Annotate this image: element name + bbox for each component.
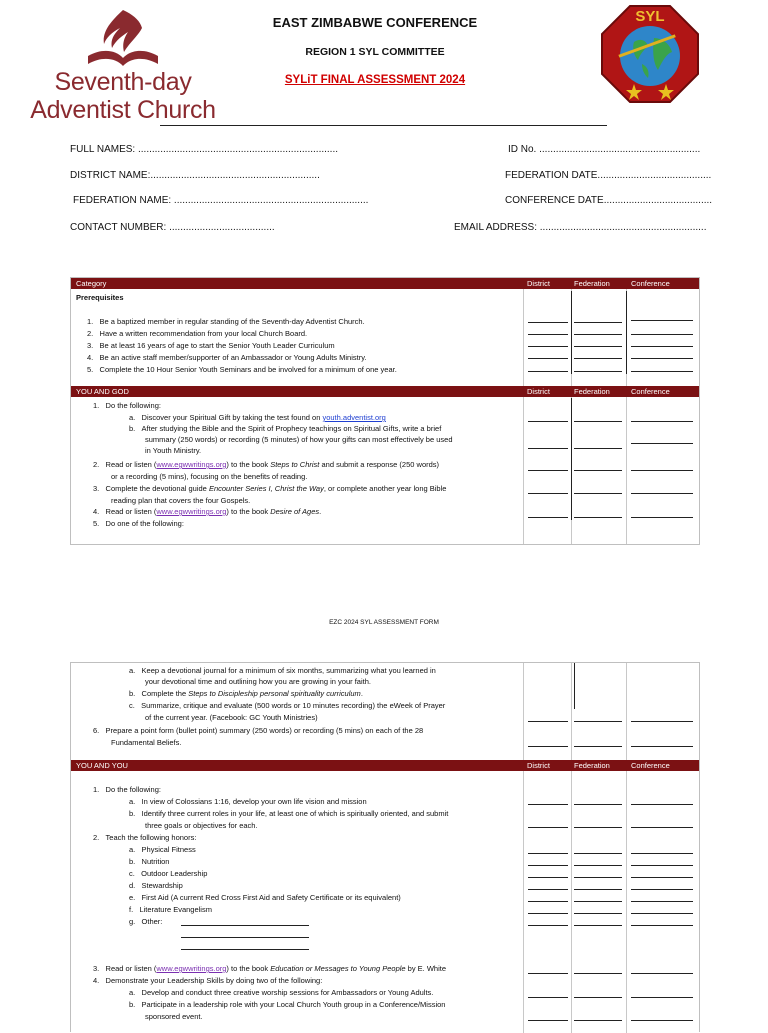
district-column-header: District: [527, 761, 550, 770]
org-name-line1: Seventh-day: [54, 68, 192, 96]
federation-signoff-line[interactable]: [574, 470, 622, 471]
district-signoff-line[interactable]: [528, 925, 568, 926]
federation-signoff-line[interactable]: [574, 973, 622, 974]
list-item: a. Keep a devotional journal for a minimum of six months, summarizing what you learned in: [129, 666, 436, 675]
federation-signoff-line[interactable]: [574, 925, 622, 926]
list-item: 2. Read or listen (www.egwwritings.org) to the book Steps to Christ and submit a response (250 words): [93, 460, 440, 469]
conference-signoff-line[interactable]: [631, 901, 693, 902]
district-signoff-line[interactable]: [528, 853, 568, 854]
assessment-table-page2: [70, 662, 700, 1032]
you-and-god-header-row: [71, 386, 699, 397]
federation-signoff-line[interactable]: [574, 334, 622, 335]
you-and-you-title: YOU AND YOU: [76, 761, 128, 770]
list-item-continued: Fundamental Beliefs.: [111, 738, 182, 747]
conference-column-header: Conference: [631, 761, 670, 770]
list-item-continued: summary (250 words) or recording (5 minutes) of how your gifts can most effectively be used: [145, 435, 453, 444]
federation-name-field[interactable]: FEDERATION NAME: ......................................................................: [73, 195, 369, 206]
district-signoff-line[interactable]: [528, 901, 568, 902]
sda-church-logo: [28, 8, 218, 124]
column-divider: [571, 663, 572, 1033]
district-signoff-line[interactable]: [528, 746, 568, 747]
conference-signoff-line[interactable]: [631, 721, 693, 722]
district-signoff-line[interactable]: [528, 827, 568, 828]
youth-adventist-link[interactable]: youth.adventist.org: [322, 413, 386, 422]
honor-item: f. Literature Evangelism: [129, 905, 212, 914]
list-item: b. Complete the Steps to Discipleship personal spirituality curriculum.: [129, 689, 363, 698]
district-column-header: District: [527, 387, 550, 396]
conference-signoff-line[interactable]: [631, 346, 693, 347]
egwwritings-link[interactable]: www.egwwritings.org: [156, 507, 227, 516]
assessment-title: SYLiT FINAL ASSESSMENT 2024: [284, 74, 466, 86]
federation-signoff-line[interactable]: [574, 901, 622, 902]
district-signoff-line[interactable]: [528, 913, 568, 914]
district-signoff-line[interactable]: [528, 322, 568, 323]
list-item-continued: three goals or objectives for each.: [145, 821, 258, 830]
list-item-continued: your devotional time and outlining how you are growing in your faith.: [145, 677, 371, 686]
conference-signoff-line[interactable]: [631, 1020, 693, 1021]
checkbox-divider: [574, 663, 575, 709]
federation-signoff-line[interactable]: [574, 865, 622, 866]
committee-subtitle: REGION 1 SYL COMMITTEE: [305, 46, 445, 58]
district-signoff-line[interactable]: [528, 358, 568, 359]
conference-signoff-line[interactable]: [631, 853, 693, 854]
badge-label: SYL: [635, 8, 665, 25]
federation-signoff-line[interactable]: [574, 853, 622, 854]
egwwritings-link[interactable]: www.egwwritings.org: [156, 964, 227, 973]
list-item: 4. Read or listen (www.egwwritings.org) to the book Desire of Ages.: [93, 507, 322, 516]
list-item: 5. Do one of the following:: [93, 519, 184, 528]
conference-signoff-line[interactable]: [631, 913, 693, 914]
honor-item: b. Nutrition: [129, 857, 170, 866]
federation-column-header: Federation: [574, 279, 610, 288]
other-honor-line[interactable]: [181, 949, 309, 950]
federation-signoff-line[interactable]: [574, 721, 622, 722]
list-item: 3. Complete the devotional guide Encounter Series I, Christ the Way, or complete another year long Bible: [93, 484, 447, 493]
you-and-you-header-row: [71, 760, 699, 771]
conference-signoff-line[interactable]: [631, 358, 693, 359]
district-signoff-line[interactable]: [528, 517, 568, 518]
federation-signoff-line[interactable]: [574, 493, 622, 494]
header-divider: [160, 125, 607, 126]
district-signoff-line[interactable]: [528, 448, 568, 449]
column-divider: [626, 663, 627, 1033]
federation-signoff-line[interactable]: [574, 889, 622, 890]
other-honor-line[interactable]: [181, 937, 309, 938]
district-signoff-line[interactable]: [528, 865, 568, 866]
conference-date-field[interactable]: CONFERENCE DATE.......................................: [505, 195, 713, 206]
list-item: 4. Demonstrate your Leadership Skills by doing two of the following:: [93, 976, 323, 985]
conference-signoff-line[interactable]: [631, 746, 693, 747]
list-item: b. Participate in a leadership role with your Local Church Youth group in a Conference/Mission: [129, 1000, 446, 1009]
conference-title: EAST ZIMBABWE CONFERENCE: [272, 15, 478, 30]
syl-badge: [600, 4, 700, 104]
federation-signoff-line[interactable]: [574, 877, 622, 878]
federation-signoff-line[interactable]: [574, 371, 622, 372]
district-signoff-line[interactable]: [528, 346, 568, 347]
page-footer: EZC 2024 SYL ASSESSMENT FORM: [329, 619, 439, 626]
conference-signoff-line[interactable]: [631, 804, 693, 805]
federation-signoff-line[interactable]: [574, 997, 622, 998]
federation-signoff-line[interactable]: [574, 421, 622, 422]
federation-signoff-line[interactable]: [574, 913, 622, 914]
id-number-field[interactable]: ID No. ..........................................................: [508, 144, 701, 155]
conference-signoff-line[interactable]: [631, 997, 693, 998]
district-signoff-line[interactable]: [528, 889, 568, 890]
assessment-table-page1: [70, 277, 700, 545]
egwwritings-link[interactable]: www.egwwritings.org: [156, 460, 227, 469]
conference-signoff-line[interactable]: [631, 827, 693, 828]
prerequisite-item: 4. Be an active staff member/supporter of an Ambassador or Young Adults Ministry.: [87, 353, 367, 362]
honor-item: g. Other:: [129, 917, 163, 926]
checkbox-divider: [571, 291, 572, 374]
district-signoff-line[interactable]: [528, 877, 568, 878]
federation-signoff-line[interactable]: [574, 827, 622, 828]
contact-number-field[interactable]: CONTACT NUMBER: ......................................: [70, 222, 275, 233]
list-item: b. Identify three current roles in your life, at least one of which is spiritually oriented, and submit: [129, 809, 449, 818]
conference-signoff-line[interactable]: [631, 493, 693, 494]
district-signoff-line[interactable]: [528, 371, 568, 372]
conference-signoff-line[interactable]: [631, 421, 693, 422]
list-item: a. Discover your Spiritual Gift by taking the test found on youth.adventist.org: [129, 413, 386, 422]
conference-signoff-line[interactable]: [631, 925, 693, 926]
category-header-row: [71, 278, 699, 289]
list-item: a. Develop and conduct three creative worship sessions for Ambassadors or Young Adults.: [129, 988, 434, 997]
checkbox-divider: [571, 398, 572, 520]
you-and-god-title: YOU AND GOD: [76, 387, 129, 396]
honor-item: e. First Aid (A current Red Cross First Aid and Safety Certificate or its equivalent): [129, 893, 401, 902]
federation-column-header: Federation: [574, 761, 610, 770]
column-divider: [523, 278, 524, 544]
conference-signoff-line[interactable]: [631, 865, 693, 866]
federation-signoff-line[interactable]: [574, 448, 622, 449]
list-item: 1. Do the following:: [93, 401, 161, 410]
conference-signoff-line[interactable]: [631, 443, 693, 444]
district-signoff-line[interactable]: [528, 470, 568, 471]
district-signoff-line[interactable]: [528, 493, 568, 494]
prerequisite-item: 2. Have a written recommendation from your local Church Board.: [87, 329, 308, 338]
list-item-continued: reading plan that covers the four Gospels.: [111, 496, 251, 505]
list-item-continued: or a recording (5 mins), focusing on the benefits of reading.: [111, 472, 308, 481]
conference-signoff-line[interactable]: [631, 973, 693, 974]
email-address-field[interactable]: EMAIL ADDRESS: ............................................................: [454, 222, 707, 233]
conference-column-header: Conference: [631, 387, 670, 396]
district-signoff-line[interactable]: [528, 721, 568, 722]
prerequisite-item: 3. Be at least 16 years of age to start the Senior Youth Leader Curriculum: [87, 341, 335, 350]
list-item: c. Summarize, critique and evaluate (500 words or 10 minutes recording) the eWeek of Prayer: [129, 701, 446, 710]
column-divider: [523, 663, 524, 1033]
org-name-line2: Adventist Church: [30, 96, 216, 124]
district-signoff-line[interactable]: [528, 421, 568, 422]
district-signoff-line[interactable]: [528, 334, 568, 335]
conference-signoff-line[interactable]: [631, 877, 693, 878]
list-item: 1. Do the following:: [93, 785, 161, 794]
district-signoff-line[interactable]: [528, 973, 568, 974]
federation-signoff-line[interactable]: [574, 746, 622, 747]
list-item-continued: sponsored event.: [145, 1012, 203, 1021]
other-honor-line[interactable]: [181, 925, 309, 926]
list-item: 3. Read or listen (www.egwwritings.org) to the book Education or Messages to Young People by E. White: [93, 964, 447, 973]
district-column-header: District: [527, 279, 550, 288]
conference-signoff-line[interactable]: [631, 371, 693, 372]
district-signoff-line[interactable]: [528, 1020, 568, 1021]
district-name-field[interactable]: DISTRICT NAME:.............................................................: [70, 170, 320, 181]
list-item: b. After studying the Bible and the Spirit of Prophecy teachings on Spiritual Gifts, write a brief: [129, 424, 442, 433]
sda-flame-bible-icon: [28, 8, 218, 70]
prerequisites-heading: Prerequisites: [76, 293, 124, 302]
federation-date-field[interactable]: FEDERATION DATE.........................................: [505, 170, 712, 181]
list-item-continued: in Youth Ministry.: [145, 446, 202, 455]
conference-signoff-line[interactable]: [631, 334, 693, 335]
district-signoff-line[interactable]: [528, 804, 568, 805]
federation-signoff-line[interactable]: [574, 517, 622, 518]
federation-column-header: Federation: [574, 387, 610, 396]
list-item: 2. Teach the following honors:: [93, 833, 197, 842]
honor-item: d. Stewardship: [129, 881, 183, 890]
checkbox-divider: [626, 291, 627, 374]
conference-signoff-line[interactable]: [631, 320, 693, 321]
conference-column-header: Conference: [631, 279, 670, 288]
federation-signoff-line[interactable]: [574, 322, 622, 323]
district-signoff-line[interactable]: [528, 997, 568, 998]
federation-signoff-line[interactable]: [574, 346, 622, 347]
list-item: a. In view of Colossians 1:16, develop your own life vision and mission: [129, 797, 367, 806]
full-names-field[interactable]: FULL NAMES: ........................................................................: [70, 144, 339, 155]
federation-signoff-line[interactable]: [574, 804, 622, 805]
federation-signoff-line[interactable]: [574, 358, 622, 359]
conference-signoff-line[interactable]: [631, 889, 693, 890]
conference-signoff-line[interactable]: [631, 470, 693, 471]
category-label: Category: [76, 279, 107, 288]
honor-item: c. Outdoor Leadership: [129, 869, 208, 878]
list-item-continued: of the current year. (Facebook: GC Youth Ministries): [145, 713, 318, 722]
list-item: 6. Prepare a point form (bullet point) summary (250 words) or recording (5 mins) on each of the 28: [93, 726, 424, 735]
federation-signoff-line[interactable]: [574, 1020, 622, 1021]
prerequisite-item: 5. Complete the 10 Hour Senior Youth Seminars and be involved for a minimum of one year.: [87, 365, 397, 374]
prerequisite-item: 1. Be a baptized member in regular standing of the Seventh-day Adventist Church.: [87, 317, 365, 326]
conference-signoff-line[interactable]: [631, 517, 693, 518]
honor-item: a. Physical Fitness: [129, 845, 196, 854]
